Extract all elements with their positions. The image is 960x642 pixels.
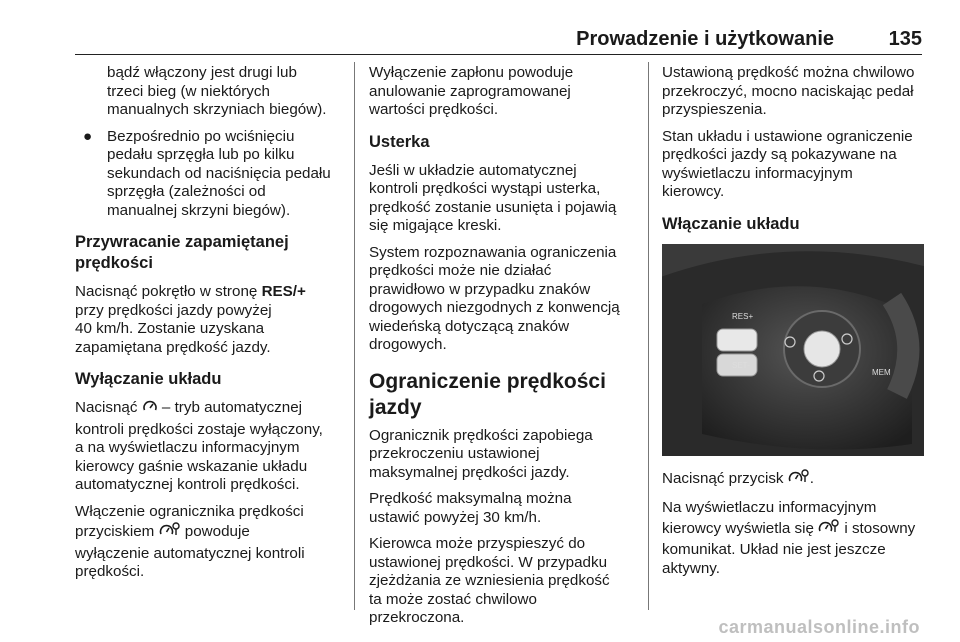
column-2 xyxy=(369,64,637,636)
set-label: SET- xyxy=(732,360,750,370)
speed-limiter-icon xyxy=(788,468,810,492)
page-number: 135 xyxy=(888,28,922,50)
acceleration-paragraph: Kierowca może przyspieszyć do ustawionej prędkości. W przypadku zjeżdżania ze wzniesienia prędkość ta może zostać chwilowo przekroczona. xyxy=(369,535,610,626)
column-1 xyxy=(75,64,343,590)
watermark: carmanualsonline.info xyxy=(718,617,920,637)
heading-speed-limiter: Ograniczenie prędkości jazdy xyxy=(369,369,606,419)
page-header xyxy=(75,22,922,56)
heading-switch-off: Wyłączanie układu xyxy=(75,370,222,388)
cruise-control-icon xyxy=(142,399,158,421)
ignition-paragraph: Wyłączenie zapłonu powoduje anulowanie zaprogramowanej wartości prędkości. xyxy=(369,64,574,118)
fault-paragraph: Jeśli w układzie automatycznej kontroli prędkości wystąpi usterka, prędkość zostanie usunięta i pojawią się migające kreski. xyxy=(369,161,617,234)
res-label: RES+ xyxy=(732,311,754,321)
header-rule xyxy=(75,54,922,55)
heading-switch-on: Włączanie układu xyxy=(662,214,800,233)
column-divider xyxy=(648,62,649,610)
limiter-switch-paragraph: Włączenie ogranicznika prędkości przyciskiem powoduje wyłączenie automatycznej kontroli prędkości. xyxy=(75,502,305,580)
column-3 xyxy=(662,64,932,586)
speed-limiter-icon xyxy=(159,521,181,545)
status-paragraph: Stan układu i ustawione ograniczenie prędkości jazdy są pokazywane na wyświetlaczu informacyjnym kierowcy. xyxy=(662,127,913,200)
mem-label: MEM xyxy=(872,367,891,377)
display-paragraph: Na wyświetlaczu informacyjnym kierowcy wyświetla się i stosowny komunikat. Układ nie jest jeszcze aktywny. xyxy=(662,499,916,577)
clutch-bullet: ● Bezpośrednio po wciśnięciu pedału sprzęgła lub po kilku sekundach od naciśnięcia pedału sprzęgła (zależności od manualnej skrzyni biegów). xyxy=(83,127,331,219)
recognition-paragraph: System rozpoznawania ograniczenia prędkości może nie działać prawidłowo w przypadku znaków drogowych niezgodnych z konwencją wiedeńską dotyczącą znaków drogowych. xyxy=(369,243,620,353)
speed-limiter-icon xyxy=(818,518,840,542)
steering-wheel-controls-figure xyxy=(662,244,924,456)
switch-off-paragraph: Nacisnąć – tryb automatycznej kontroli prędkości zostaje wyłączony, a na wyświetlaczu informacyjnym kierowcy gaśnie wskazanie układu automatycznej kontroli prędkości. xyxy=(75,399,323,493)
limiter-paragraph: Ogranicznik prędkości zapobiega przekroczeniu ustawionej maksymalnej prędkości jazdy. xyxy=(369,426,593,481)
press-button-paragraph: Nacisnąć przycisk . xyxy=(662,468,932,492)
res-key-label: RES/+ xyxy=(261,283,306,300)
max-speed-paragraph: Prędkość maksymalną można ustawić powyżej 30 km/h. xyxy=(369,490,572,526)
gear-condition-paragraph: bądź włączony jest drugi lub trzeci bieg (w niektórych manualnych skrzyniach biegów). xyxy=(107,64,327,118)
exceed-paragraph: Ustawioną prędkość można chwilowo przekroczyć, mocno naciskając pedał przyspieszenia. xyxy=(662,64,915,118)
column-divider xyxy=(354,62,355,610)
heading-resume-speed: Przywracanie zapamiętanej prędkości xyxy=(75,233,289,272)
heading-fault: Usterka xyxy=(369,132,430,151)
header-title: Prowadzenie i użytkowanie xyxy=(576,28,834,50)
resume-paragraph: Nacisnąć pokrętło w stronę RES/+ przy prędkości jazdy powyżej 40 km/h. Zostanie uzyskana zapamiętana prędkość jazdy. xyxy=(75,283,306,356)
bullet-dot: ● xyxy=(83,127,93,145)
